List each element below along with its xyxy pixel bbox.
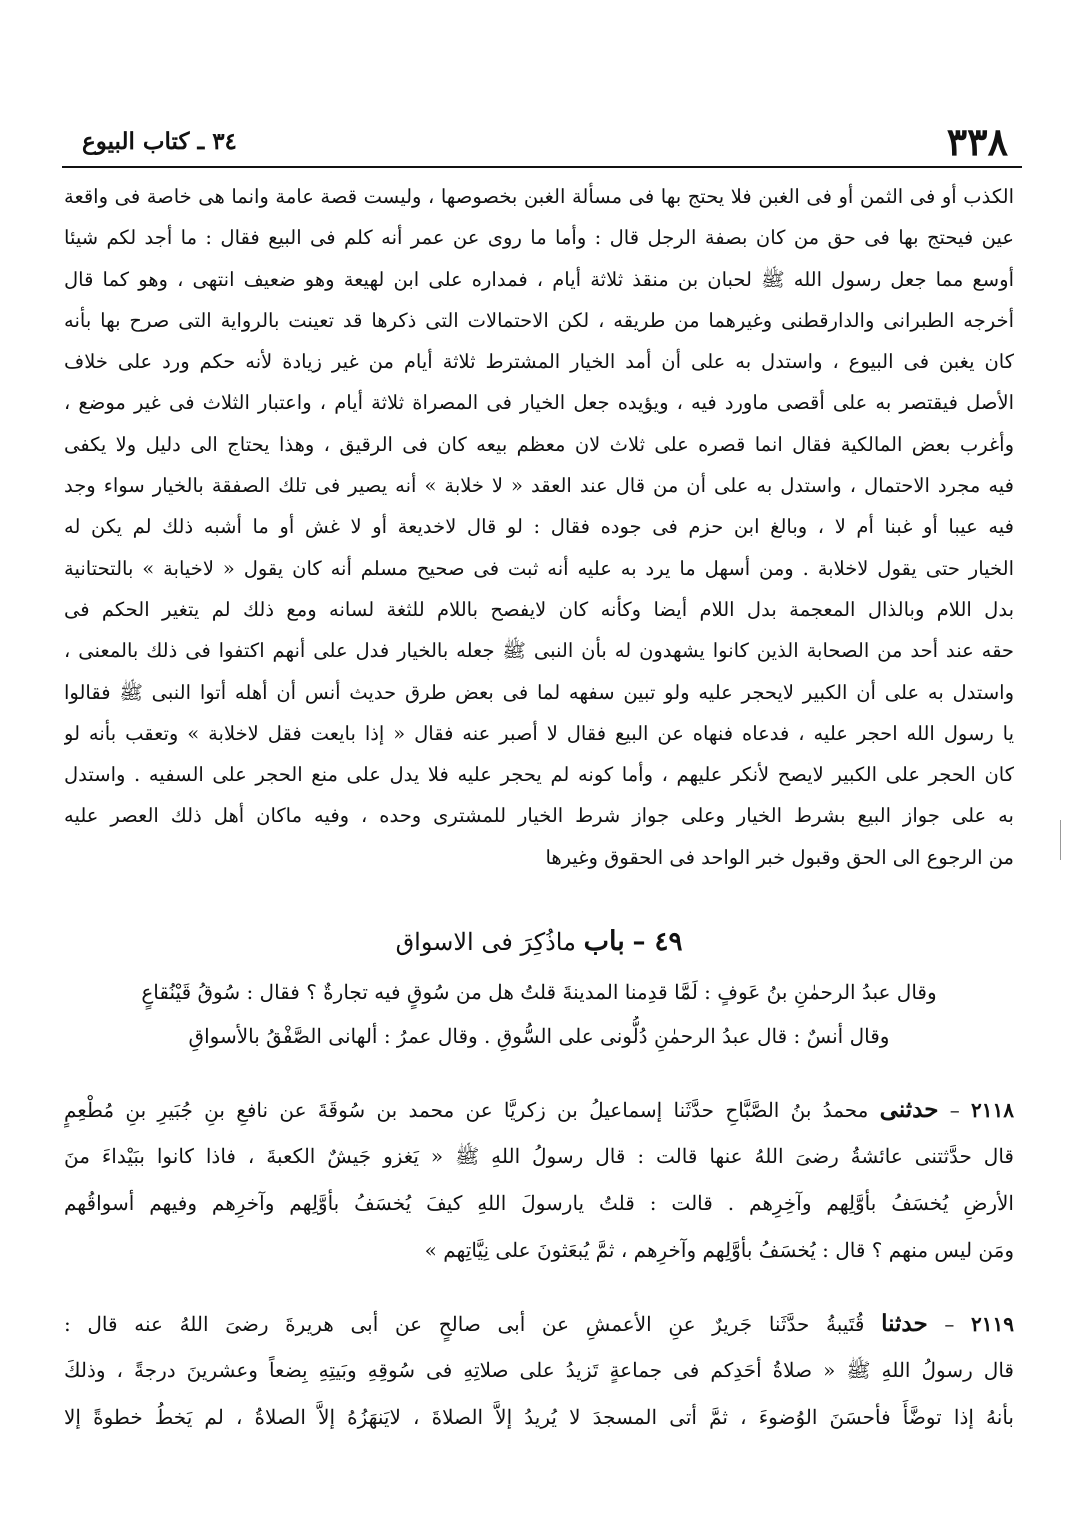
commentary-line: بدل اللام وبالذال المعجمة بدل اللام أيضا وكأنه كان لايفصح باللام للثغة لسانه ومع ذلك لم يتغير الحكم فى: [64, 597, 1014, 621]
hadith-line: ٢١١٨ – حدثنى محمدُ بنُ الصَّبَّاحِ حدَّثَنا إسماعيلُ بن زكريَّا عن محمد بن سُوقَةَ عن نافعِ بنِ جُبَيرِ بنِ مُطْعِمٍ: [64, 1096, 1014, 1123]
narration-line: وقال أنسٌ : قال عبدُ الرحمٰنِ دُلُّونى على السُّوقِ . وقال عمرُ : ألهانى الصَّفْقُ بالأسواقِ: [188, 1024, 890, 1048]
commentary-line: الخيار حتى يقول لاخلابة . ومن أسهل ما يرد به عليه أنه ثبت فى صحيح مسلم أنه كان يقول « لاخيابة » بالتحتانية: [64, 556, 1014, 580]
hadith-text: قُتَيبةُ حدَّثَنا جَريرٌ عنِ الأعمشِ عن أبى صالحٍ عن أبى هريرةَ رضىَ اللهُ عنه قال :: [64, 1312, 865, 1336]
commentary-line: من الرجوع الى الحق وقبول خبر الواحد فى الحقوق وغيرها: [545, 845, 1014, 869]
commentary-line: عين فيحتج بها فى حق من كان بصفة الرجل قال : وأما ما روى عن عمر أنه كلم فى البيع فقال : ما أجد لكم شيئا: [64, 226, 1014, 250]
hadith-2118: [64, 1086, 1014, 1274]
commentary-line: الأصل فيقتصر به على أقصى ماورد فيه ، ويؤيده جعل الخيار فى المصراة ثلاثة أيام ، واعتبار الثلاث فى غير موضع ،: [64, 391, 1014, 415]
commentary-line: الكذب أو فى الثمن أو فى الغبن فلا يحتج بها فى مسألة الغبن بخصوصها ، وليست قصة عامة وانما هى خاصة فى واقعة: [64, 185, 1014, 208]
chapter-number: ٤٩ –: [632, 927, 683, 957]
page-header: [62, 118, 1022, 168]
hadith-line: بأنهُ إذا توضَّأَ فأحسَنَ الوُضوءَ ، ثمَّ أتى المسجدَ لا يُريدُ إلاَّ الصلاةَ ، لايَنهَزُهُ إلاَّ الصلاةُ ، لم يَخطُ خطوةً إلا: [64, 1405, 1014, 1429]
commentary-line: به على جواز البيع بشرط الخيار وعلى جواز شرط الخيار للمشترى وحده ، وفيه ماكان أهل ذلك العصر عليه: [64, 804, 1014, 828]
scan-margin-mark: [1060, 820, 1061, 860]
hadith-text: محمدُ بنُ الصَّبَّاحِ حدَّثَنا إسماعيلُ بن زكريَّا عن محمد بن سُوقَةَ عن نافعِ بنِ جُبَيرِ بنِ مُطْعِمٍ: [64, 1098, 869, 1122]
commentary-line: وأغرب بعض المالكية فقال انما قصره على ثلاث لان معظم بيعه كان فى الرقيق ، وهذا يحتاج الى دليل ولا يكفى: [64, 432, 1014, 456]
hadith-line: قال حدَّثتنى عائشةُ رضىَ اللهُ عنها قالت : قال رسولُ اللهِ ﷺ « يَغزو جَيشٌ الكعبةَ ، فاذا كانوا ببَيْداءَ منَ: [64, 1144, 1014, 1168]
commentary-block: [64, 176, 1014, 878]
chapter-word: باب: [583, 926, 625, 957]
commentary-line: فيه عيبا أو غبنا أم لا ، وبالغ ابن حزم فى جوده فقال : لو قال لاخديعة أو لا غش أو ما أشبه ذلك لم يكن له: [64, 515, 1014, 539]
hadith-opening: حدثنا: [881, 1310, 928, 1337]
hadith-number: ٢١١٩: [971, 1312, 1014, 1336]
commentary-line: فيه مجرد الاحتمال ، واستدل به على أن من قال عند العقد « لا خلابة » أنه يصير فى تلك الصفقة بالخيار سواء وجد: [64, 474, 1014, 498]
page-number: ٣٣٨: [946, 119, 1008, 164]
hadith-line: ومَن ليس منهم ؟ قال : يُخسَفُ بأوَّلِهم وآخرِهم ، ثمَّ يُبعَثونَ على نِيَّاتِهم »: [424, 1238, 1014, 1262]
commentary-line: أوسع مما جعل رسول الله ﷺ لحبان بن منقذ ثلاثة أيام ، فمداره على ابن لهيعة وهو ضعيف انتهى ، وهو كما قال: [64, 267, 1014, 291]
commentary-line: كان الحجر على الكبير لايصح لأنكر عليهم ، وأما كونه لم يحجر عليه فلا يدل على منع الحجر على السفيه . واستدل: [64, 763, 1014, 787]
chapter-heading: [64, 920, 1014, 964]
hadith-2119: [64, 1300, 1014, 1441]
hadith-number: ٢١١٨: [971, 1098, 1014, 1122]
commentary-line: واستدل به على أن الكبير لايحجر عليه ولو تبين سفهه لما فى بعض طرق حديث أنس أن أهله أتوا النبى ﷺ فقالوا: [64, 680, 1014, 704]
hadith-line: ٢١١٩ – حدثنا قُتَيبةُ حدَّثَنا جَريرٌ عنِ الأعمشِ عن أبى صالحٍ عن أبى هريرةَ رضىَ اللهُ عنه قال :: [64, 1310, 1014, 1337]
hadith-line: قال رسولُ اللهِ ﷺ « صلاةُ أحَدِكم فى جماعةٍ تَزيدُ على صلاتِهِ فى سُوقِهِ وبَيتِهِ بِضعاً وعشرينَ درجةً ، وذلكَ: [64, 1358, 1014, 1382]
commentary-line: كان يغبن فى البيوع ، واستدل به على أن أمد الخيار المشترط ثلاثة أيام من غير زيادة لأنه حكم ورد على خلاف: [64, 350, 1014, 374]
commentary-line: أخرجه الطبرانى والدارقطنى وغيرهما من طريقه ، لكن الاحتمالات التى ذكرها قد تعينت بالرواية التى صرح بها بأنه: [64, 308, 1014, 332]
hadith-line: الأرضِ يُخسَفُ بأوَّلِهم وآخِرِهم . قالت : قلتُ يارسولَ اللهِ كيفَ يُخسَفُ بأوَّلِهم وآخرِهم وفيهم أسواقُهم: [64, 1191, 1014, 1215]
narration-line: وقال عبدُ الرحمٰنِ بنُ عَوفٍ : لَمَّا قدِمنا المدينةَ قلتُ هل من سُوقٍ فيه تجارةٌ ؟ فقال : سُوقُ قَيْنُقاعٍ: [141, 980, 937, 1004]
commentary-line: حقه عند أحد من الصحابة الذين كانوا يشهدون له بأن النبى ﷺ جعله بالخيار فدل على أنهم اكتفوا فى ذلك بالمعنى ،: [64, 639, 1014, 663]
hadith-opening: حدثنى: [879, 1096, 939, 1123]
commentary-line: يا رسول الله احجر عليه ، فدعاه فنهاه عن البيع فقال لا أصبر عنه فقال « إذا بايعت فقل لاخلابة » وتعقب بأنه لو: [64, 721, 1014, 745]
running-title: ٣٤ ـ كتاب البيوع: [82, 128, 237, 155]
chapter-title: ماذُكِرَ فى الاسواق: [395, 928, 576, 956]
